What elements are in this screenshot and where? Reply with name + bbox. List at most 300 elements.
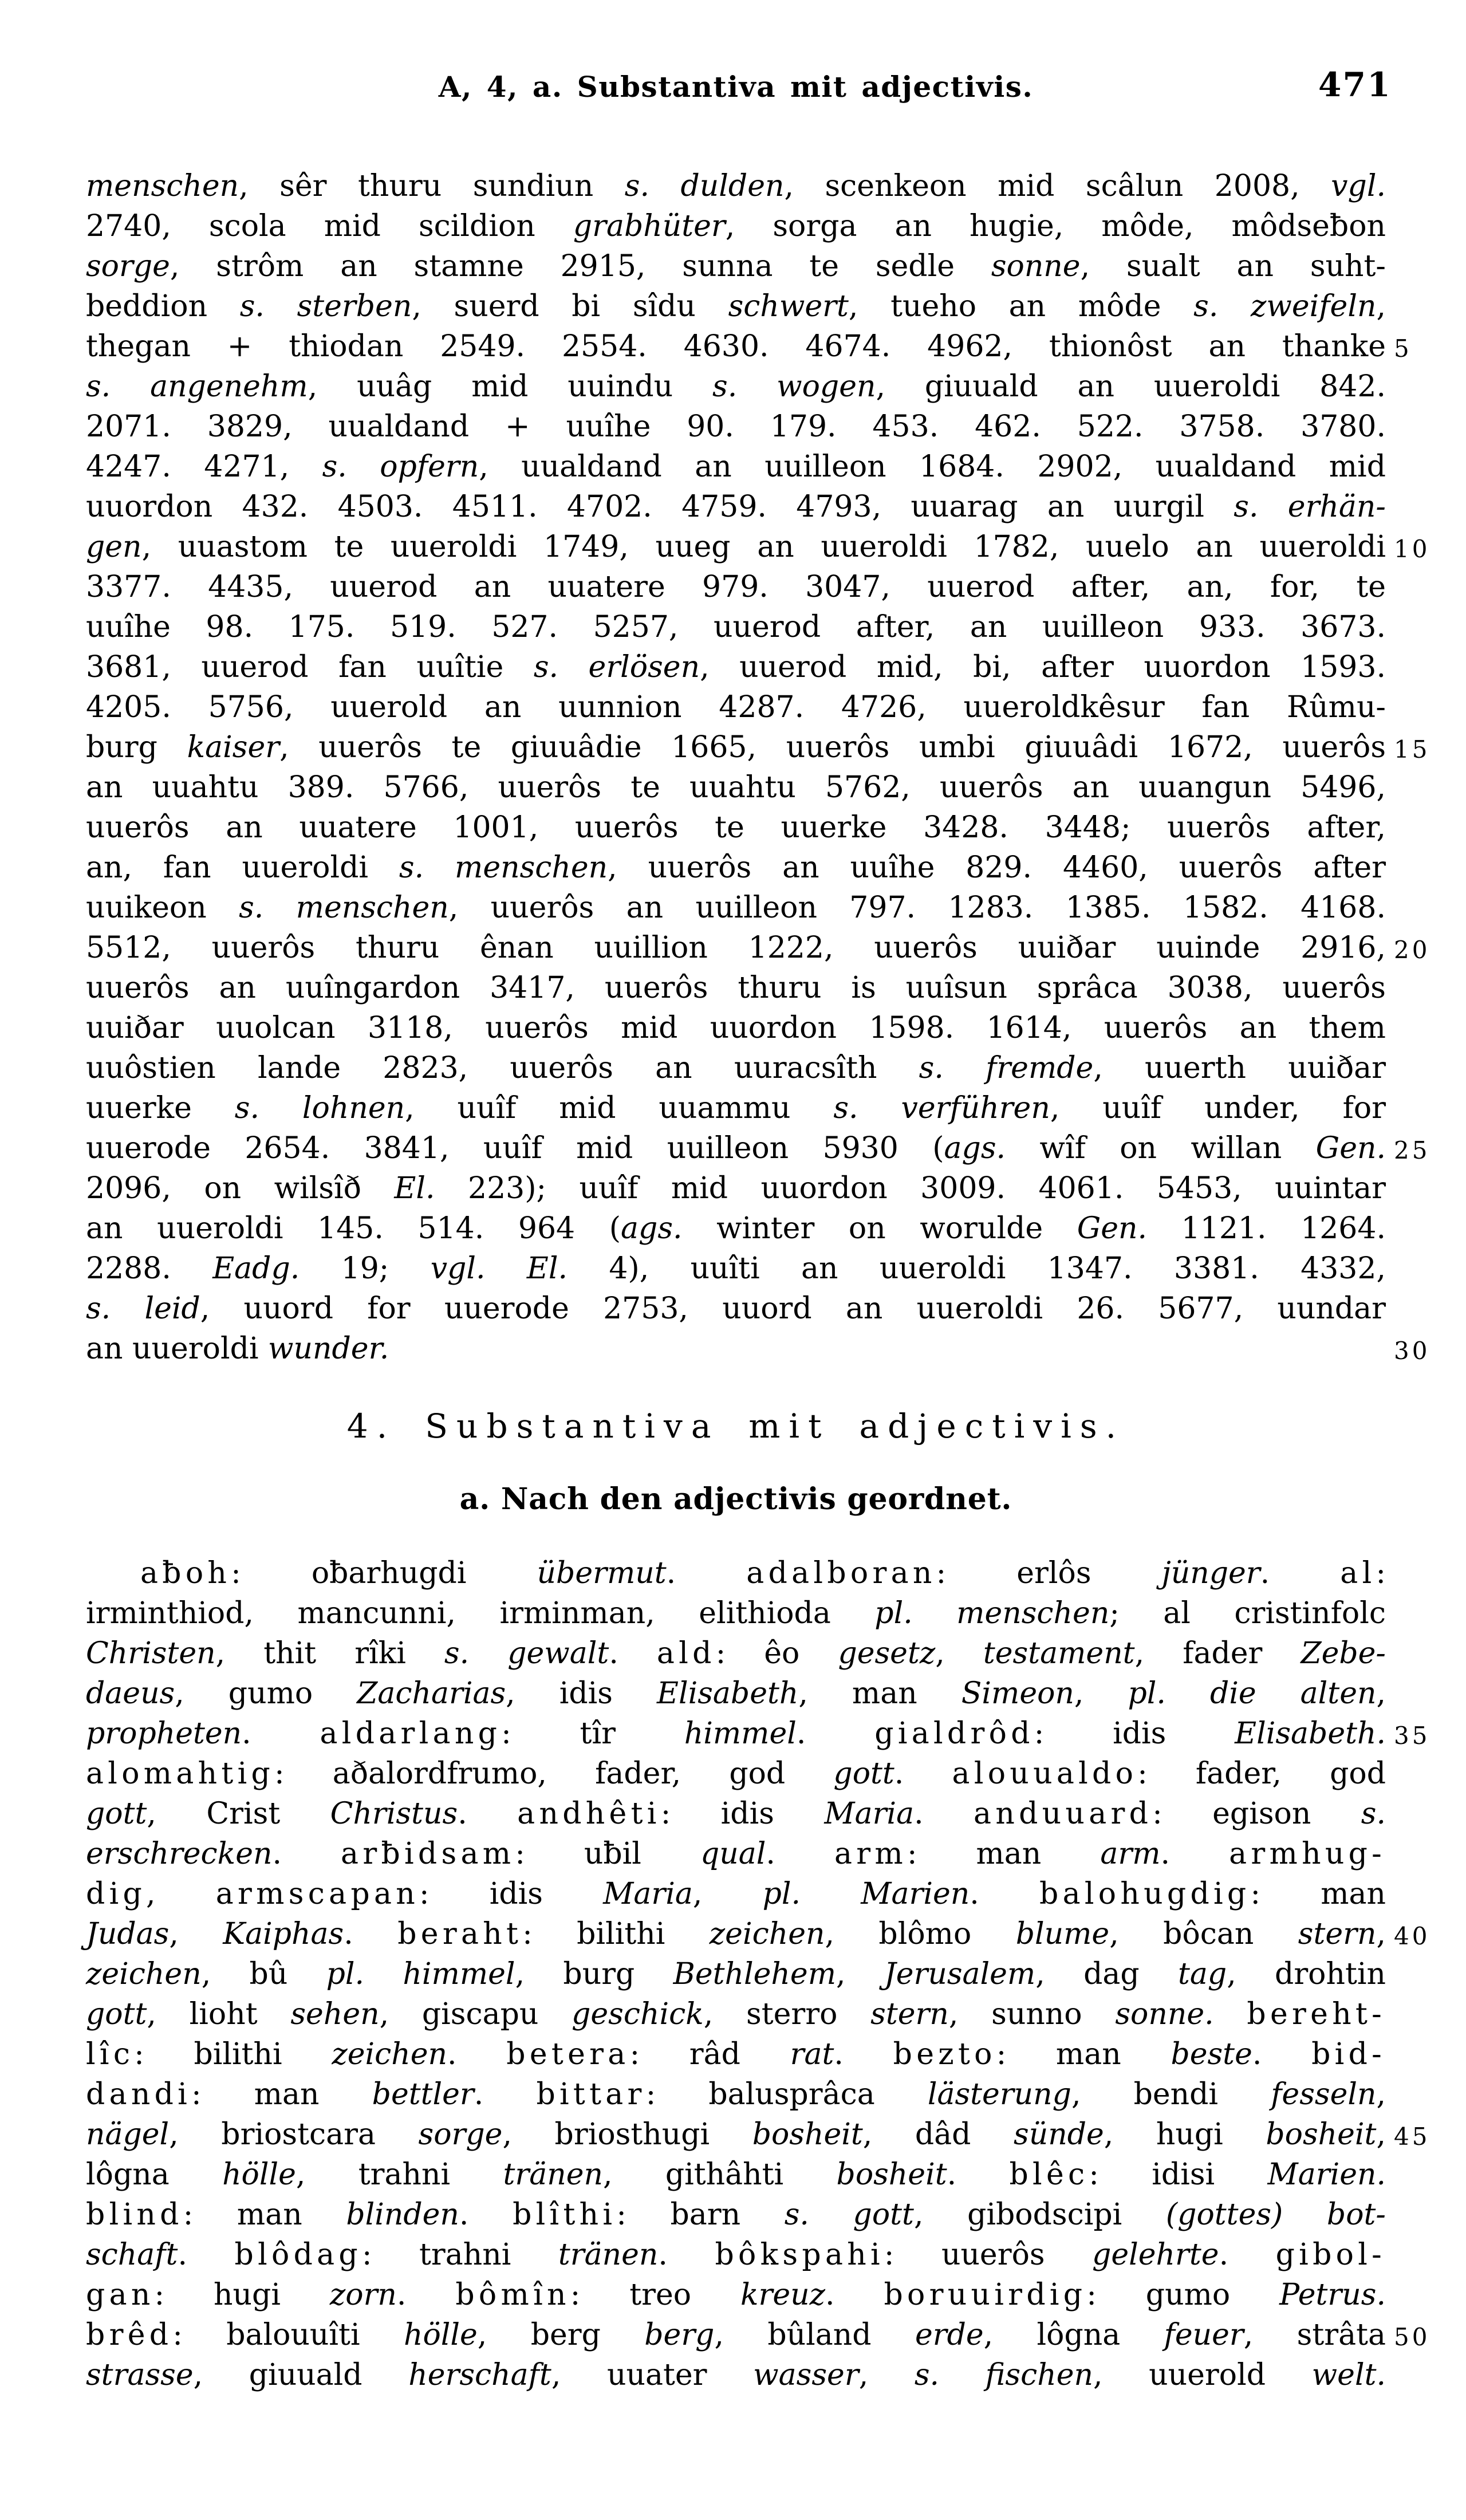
text-line xyxy=(86,1329,1430,1369)
text-line-content xyxy=(86,1797,1386,1831)
text-segment: winter on worulde xyxy=(682,1211,1077,1246)
text-segment: . xyxy=(1219,2238,1276,2272)
gloss-italic: hölle xyxy=(222,2157,296,2192)
headword: alomahtig xyxy=(86,1757,275,1791)
text-line-content xyxy=(86,1837,1386,1871)
gloss-italic: sorge xyxy=(418,2117,503,2152)
text-line xyxy=(86,286,1386,326)
text-segment: 5512, uuerôs thuru ênan uuillion 1222, uuerôs uuiðar uuinde 2916, xyxy=(86,931,1386,965)
text-segment: an uueroldi 145. 514. 964 ( xyxy=(86,1211,621,1246)
text-segment: 1121. 1264. xyxy=(1147,1211,1386,1246)
text-segment: , blômo xyxy=(825,1917,1016,1951)
gloss-italic: jünger xyxy=(1161,1556,1260,1590)
text-segment: uuîhe 98. 175. 519. 527. 5257, uuerod after, an uuilleon 933. 3673. xyxy=(86,610,1386,644)
gloss-italic: s. zweifeln xyxy=(1193,289,1377,324)
text-segment: : idisi xyxy=(1089,2157,1268,2192)
gloss-italic: übermut xyxy=(537,1556,667,1590)
gloss-italic: s. fischen xyxy=(914,2358,1093,2392)
text-line-content xyxy=(86,610,1386,644)
text-segment: uuerôs an uuîngardon 3417, uuerôs thuru is uuîsun sprâca 3038, uuerôs xyxy=(86,971,1386,1005)
text-segment: , man xyxy=(798,1676,961,1711)
margin-line-number: 45 xyxy=(1394,2123,1430,2151)
text-segment: ; al cristinfolc xyxy=(1109,1596,1386,1631)
gloss-italic: zeichen xyxy=(332,2037,448,2072)
text-line-content xyxy=(86,1171,1386,1206)
gloss-italic: gott xyxy=(833,1757,894,1791)
glossary-paragraph xyxy=(86,1553,1430,2395)
margin-line-number: 50 xyxy=(1394,2323,1430,2351)
text-line xyxy=(86,1633,1386,1674)
text-line-content xyxy=(86,1011,1386,1045)
text-segment: uuerode 2654. 3841, uuîf mid uuilleon 5930 ( xyxy=(86,1131,944,1166)
gloss-italic: s. gott xyxy=(784,2198,914,2232)
text-line-content xyxy=(86,650,1386,684)
text-line-content xyxy=(86,1091,1386,1125)
text-segment: : fader, god xyxy=(1137,1757,1386,1791)
margin-line-number: 40 xyxy=(1394,1922,1430,1950)
text-segment: , suerd bi sîdu xyxy=(412,289,728,324)
headword: bômîn xyxy=(455,2278,570,2312)
text-segment: , berg xyxy=(477,2318,645,2352)
headword: brêd xyxy=(86,2318,173,2352)
text-line xyxy=(86,447,1386,487)
text-line-content xyxy=(86,570,1386,604)
text-segment: , burg xyxy=(515,1957,673,1991)
gloss-italic: Marien. xyxy=(1267,2157,1386,2192)
text-line xyxy=(86,848,1386,888)
text-line xyxy=(86,607,1386,647)
gloss-italic: daeus xyxy=(86,1676,175,1711)
text-line-content xyxy=(86,1676,1386,1711)
text-segment: , gumo xyxy=(175,1676,357,1711)
text-segment: 223); uuîf mid uuordon 3009. 4061. 5453, uuintar xyxy=(435,1171,1386,1206)
text-line-content xyxy=(86,1997,1386,2031)
headword: gialdrôd xyxy=(874,1716,1034,1751)
text-segment: , bû xyxy=(201,1957,326,1991)
text-segment: : man xyxy=(191,2077,372,2112)
text-segment: : balouuîti xyxy=(172,2318,404,2352)
text-segment: : uƀil xyxy=(515,1837,700,1871)
text-segment: , Crist xyxy=(147,1797,330,1831)
text-segment: , dâd xyxy=(862,2117,1014,2152)
text-segment: : xyxy=(1376,1556,1386,1590)
text-line-content xyxy=(86,971,1386,1005)
text-segment: : treo xyxy=(570,2278,740,2312)
text-segment: 4205. 5756, uuerold an uunnion 4287. 4726, uueroldkêsur fan Rûmu- xyxy=(86,690,1386,724)
text-line xyxy=(86,1593,1386,1633)
text-line xyxy=(86,1289,1386,1329)
text-line xyxy=(86,2315,1430,2355)
text-line xyxy=(86,888,1386,928)
text-segment: , drohtin xyxy=(1227,1957,1386,1991)
headword: adalboran xyxy=(746,1556,936,1590)
text-line-content xyxy=(86,1251,1386,1286)
text-line xyxy=(86,687,1386,727)
text-line-content xyxy=(86,1757,1386,1791)
text-segment: , sêr thuru sundiun xyxy=(239,169,625,203)
gloss-italic: pl. himmel xyxy=(326,1957,515,1991)
text-segment: : egison xyxy=(1152,1797,1361,1831)
gloss-italic: s. gewalt xyxy=(444,1636,609,1671)
headword: blind xyxy=(86,2198,183,2232)
text-segment: : gumo xyxy=(1086,2278,1280,2312)
text-segment: , uuastom te uueroldi 1749, uueg an uueroldi 1782, uuelo an uueroldi xyxy=(141,530,1386,564)
text-segment: an uueroldi xyxy=(86,1332,269,1366)
gloss-italic: ags. xyxy=(621,1211,683,1246)
text-segment: , uuater xyxy=(551,2358,754,2392)
gloss-italic: s. menschen xyxy=(399,850,608,885)
text-segment: , sterro xyxy=(703,1997,871,2031)
text-segment: . xyxy=(947,2157,1010,2192)
gloss-italic: s. menschen xyxy=(239,891,449,925)
gloss-italic: herschaft xyxy=(408,2358,551,2392)
headword: anduuard xyxy=(974,1797,1153,1831)
gloss-italic: s. sterben xyxy=(239,289,412,324)
gloss-italic: lästerung xyxy=(927,2077,1071,2112)
text-segment: thegan + thiodan 2549. 2554. 4630. 4674. 4962, thionôst an thanke xyxy=(86,329,1386,364)
gloss-italic: bosheit xyxy=(752,2117,863,2152)
gloss-italic: grabhüter xyxy=(573,209,726,243)
text-segment: , sorga an hugie, môde, môdseƀon xyxy=(725,209,1386,243)
headword: dandi xyxy=(86,2077,192,2112)
text-line xyxy=(86,2235,1386,2275)
gloss-italic: beste xyxy=(1171,2037,1252,2072)
gloss-italic: menschen xyxy=(86,169,239,203)
headword: bid- xyxy=(1311,2037,1386,2072)
text-line-content xyxy=(86,1211,1386,1246)
gloss-italic: Gen. xyxy=(1077,1211,1148,1246)
text-line-content xyxy=(86,2117,1386,2152)
text-segment: . xyxy=(970,1877,1039,1911)
gloss-italic: kreuz xyxy=(740,2278,825,2312)
text-segment: , xyxy=(692,1877,763,1911)
text-line xyxy=(86,647,1386,687)
text-segment: uuikeon xyxy=(86,891,239,925)
gloss-italic: Zebe- xyxy=(1301,1636,1386,1671)
running-head-title: A, 4, a. Substantiva mit adjectivis. xyxy=(438,70,1034,104)
gloss-italic: s. dulden xyxy=(624,169,785,203)
text-segment: , xyxy=(858,2358,915,2392)
text-line-content xyxy=(86,931,1386,965)
gloss-italic: Petrus. xyxy=(1279,2278,1386,2312)
text-segment: , uuerôs an uuilleon 797. 1283. 1385. 1582. 4168. xyxy=(448,891,1386,925)
headword: balohugdig xyxy=(1039,1877,1251,1911)
gloss-italic: zeichen xyxy=(86,1957,202,1991)
gloss-italic: El. xyxy=(394,1171,435,1206)
gloss-italic: gott xyxy=(86,1797,147,1831)
text-segment: , idis xyxy=(506,1676,657,1711)
text-segment: . xyxy=(914,1797,974,1831)
margin-line-number: 5 xyxy=(1394,334,1412,363)
gloss-italic: qual xyxy=(700,1837,766,1871)
headword: arm xyxy=(834,1837,907,1871)
text-segment: : uuerôs xyxy=(884,2238,1093,2272)
text-segment: , uualdand an uuilleon 1684. 2902, uualdand mid xyxy=(479,450,1386,484)
gloss-italic: feuer xyxy=(1164,2318,1244,2352)
text-segment: : idis xyxy=(1034,1716,1235,1751)
text-segment: . xyxy=(796,1716,875,1751)
text-segment: wîf on willan xyxy=(1006,1131,1316,1166)
text-segment: , uuerôs te giuuâdie 1665, uuerôs umbi giuuâdi 1672, uuerôs xyxy=(279,730,1386,765)
text-segment: 4), uuîti an uueroldi 1347. 3381. 4332, xyxy=(567,1251,1386,1286)
text-segment: : man xyxy=(183,2198,346,2232)
text-line xyxy=(86,407,1386,447)
text-segment: : râd xyxy=(629,2037,790,2072)
headword: armscapan xyxy=(215,1877,420,1911)
text-segment: , strâta xyxy=(1243,2318,1386,2352)
gloss-italic: wasser xyxy=(753,2358,859,2392)
text-line-content xyxy=(86,1877,1386,1911)
text-segment: : erlôs xyxy=(936,1556,1162,1590)
gloss-italic: bosheit xyxy=(836,2157,947,2192)
text-segment: , lioht xyxy=(147,1997,291,2031)
headword: al xyxy=(1340,1556,1376,1590)
text-segment: : bilithi xyxy=(522,1917,710,1951)
gloss-italic: Eadg. xyxy=(212,1251,300,1286)
text-line xyxy=(86,1088,1386,1128)
gloss-italic: s. angenehm xyxy=(86,369,308,404)
gloss-italic: fesseln xyxy=(1271,2077,1377,2112)
text-line-content xyxy=(86,2238,1386,2272)
text-line xyxy=(86,727,1430,767)
text-segment: : êo xyxy=(715,1636,838,1671)
page-header xyxy=(86,0,1392,110)
text-segment: , briosthugi xyxy=(502,2117,752,2152)
text-segment: . xyxy=(658,2238,715,2272)
text-line xyxy=(86,1954,1386,1994)
gloss-italic: rat xyxy=(790,2037,834,2072)
continuation-paragraph xyxy=(86,166,1430,1369)
text-segment: uuôstien lande 2823, uuerôs an uuracsîth xyxy=(86,1051,919,1085)
gloss-italic: sonne xyxy=(991,249,1081,284)
text-line-content xyxy=(86,1051,1386,1085)
text-line-content xyxy=(86,2037,1386,2072)
text-segment: : idis xyxy=(419,1877,604,1911)
gloss-italic: schwert xyxy=(728,289,849,324)
headword: gibol- xyxy=(1275,2238,1386,2272)
text-segment: , uuâg mid uuindu xyxy=(308,369,713,404)
gloss-italic: vgl. xyxy=(1331,169,1386,203)
text-segment: , xyxy=(1074,1676,1128,1711)
text-segment: uuerôs an uuatere 1001, uuerôs te uuerke 3428. 3448; uuerôs after, xyxy=(86,810,1386,845)
text-segment: , xyxy=(146,1877,216,1911)
text-segment: 2096, on wilsîð xyxy=(86,1171,395,1206)
gloss-italic: gen xyxy=(86,530,142,564)
gloss-italic: (gottes) bot- xyxy=(1165,2198,1386,2232)
text-line xyxy=(86,1128,1430,1168)
text-line xyxy=(86,367,1386,407)
gloss-italic: berg xyxy=(644,2318,715,2352)
text-line xyxy=(86,2074,1386,2115)
margin-line-number: 30 xyxy=(1394,1337,1430,1365)
gloss-italic: tag xyxy=(1178,1957,1227,1991)
gloss-italic: s. xyxy=(1361,1797,1386,1831)
text-line xyxy=(86,767,1386,808)
text-segment: , sualt an suht- xyxy=(1080,249,1386,284)
gloss-italic: testament xyxy=(983,1636,1135,1671)
text-line-content xyxy=(86,1292,1386,1326)
text-segment: , dag xyxy=(1035,1957,1178,1991)
gloss-italic: welt. xyxy=(1311,2358,1386,2392)
text-line-content xyxy=(86,1636,1386,1671)
gloss-italic: hölle xyxy=(403,2318,478,2352)
text-segment: . xyxy=(834,2037,893,2072)
text-line-content xyxy=(86,1332,389,1366)
text-segment: . xyxy=(344,1917,398,1951)
text-segment: , xyxy=(1376,2117,1386,2152)
gloss-italic: zorn xyxy=(329,2278,397,2312)
gloss-italic: gelehrte xyxy=(1092,2238,1219,2272)
text-segment: . xyxy=(766,1837,834,1871)
text-segment: , bôcan xyxy=(1109,1917,1298,1951)
text-segment: , uuerold xyxy=(1093,2358,1312,2392)
gloss-italic: sonne. xyxy=(1115,1997,1214,2031)
gloss-italic: erde xyxy=(915,2318,984,2352)
text-segment: : trahni xyxy=(361,2238,558,2272)
gloss-italic: s. verführen xyxy=(833,1091,1050,1125)
gloss-italic: erschrecken xyxy=(86,1837,273,1871)
text-line-content xyxy=(86,169,1386,203)
text-line-content xyxy=(86,2318,1386,2352)
gloss-italic: bosheit xyxy=(1266,2117,1377,2152)
gloss-italic: Christus xyxy=(330,1797,458,1831)
text-segment: , uuord for uuerode 2753, uuord an uueroldi 26. 5677, uundar xyxy=(200,1292,1386,1326)
text-line-content xyxy=(86,1131,1386,1166)
text-segment: , gibodscipi xyxy=(913,2198,1166,2232)
text-segment: 4247. 4271, xyxy=(86,450,322,484)
headword: beraht xyxy=(397,1917,523,1951)
text-line-content xyxy=(86,530,1386,564)
gloss-italic: Kaiphas xyxy=(223,1917,344,1951)
text-line xyxy=(86,166,1386,206)
text-line xyxy=(86,928,1430,968)
text-segment: uuiðar uuolcan 3118, uuerôs mid uuordon 1598. 1614, uuerôs an them xyxy=(86,1011,1386,1045)
text-line-content xyxy=(86,730,1386,765)
text-line xyxy=(86,1048,1386,1088)
text-segment xyxy=(1214,1997,1247,2031)
text-line xyxy=(86,1874,1386,1914)
text-line xyxy=(86,246,1386,286)
headword: bezto xyxy=(893,2037,996,2072)
text-line-content xyxy=(86,690,1386,724)
text-line xyxy=(86,326,1412,367)
gloss-italic: s. lohnen xyxy=(234,1091,405,1125)
text-line-content xyxy=(86,2198,1386,2232)
text-segment: , tueho an môde xyxy=(848,289,1194,324)
text-segment: burg xyxy=(86,730,187,765)
headword: blîthi xyxy=(513,2198,617,2232)
gloss-italic: stern xyxy=(870,1997,949,2031)
headword: alouualdo xyxy=(952,1757,1138,1791)
margin-line-number: 15 xyxy=(1394,735,1430,763)
text-segment: , strôm an stamne 2915, sunna te sedle xyxy=(170,249,991,284)
gloss-italic: Zacharias xyxy=(357,1676,506,1711)
text-line xyxy=(86,2195,1386,2235)
margin-line-number: 35 xyxy=(1394,1722,1430,1750)
text-segment: 3377. 4435, uuerod an uuatere 979. 3047, uuerod after, an, for, te xyxy=(86,570,1386,604)
gloss-italic: geschick xyxy=(572,1997,704,2031)
headword: bereht- xyxy=(1247,1997,1386,2031)
text-line xyxy=(86,1994,1386,2034)
text-segment: . xyxy=(447,2037,507,2072)
text-segment: , xyxy=(935,1636,983,1671)
text-segment: , uuîf mid uuammu xyxy=(405,1091,834,1125)
text-line xyxy=(86,2115,1430,2155)
text-segment: , xyxy=(1376,289,1386,324)
margin-line-number: 25 xyxy=(1394,1136,1430,1164)
gloss-italic: s. erhän- xyxy=(1234,490,1386,524)
text-segment: . xyxy=(474,2077,537,2112)
gloss-italic: tränen xyxy=(503,2157,603,2192)
gloss-italic: blume xyxy=(1015,1917,1110,1951)
headword: bôkspahi xyxy=(715,2238,884,2272)
headword: andhêti xyxy=(517,1797,661,1831)
gloss-italic: pl. die alten xyxy=(1128,1676,1377,1711)
text-segment: : man xyxy=(907,1837,1101,1871)
gloss-italic: bettler xyxy=(372,2077,474,2112)
gloss-italic: pl. menschen xyxy=(874,1596,1110,1631)
gloss-italic: Elisabeth xyxy=(657,1676,799,1711)
text-segment: , giscapu xyxy=(379,1997,572,2031)
text-line xyxy=(86,1553,1386,1593)
text-segment: , uuerth uuiðar xyxy=(1093,1051,1386,1085)
text-line-content xyxy=(86,2278,1386,2312)
gloss-italic: Elisabeth. xyxy=(1235,1716,1386,1751)
text-segment: . xyxy=(272,1837,341,1871)
headword: blêc xyxy=(1009,2157,1089,2192)
text-line xyxy=(86,567,1386,607)
text-segment: , uuîf under, for xyxy=(1050,1091,1386,1125)
text-line xyxy=(86,1714,1430,1754)
headword: gan xyxy=(86,2278,155,2312)
text-line xyxy=(86,206,1386,246)
text-segment: , uuerod mid, bi, after uuordon 1593. xyxy=(700,650,1386,684)
text-block xyxy=(86,166,1430,2395)
text-segment: , bûland xyxy=(714,2318,915,2352)
gloss-italic: stern xyxy=(1298,1917,1377,1951)
text-segment: : hugi xyxy=(154,2278,330,2312)
text-segment: . xyxy=(242,1716,320,1751)
text-line-content xyxy=(86,329,1386,364)
text-segment: , hugi xyxy=(1104,2117,1266,2152)
text-line xyxy=(86,1754,1386,1794)
headword: betera xyxy=(506,2037,630,2072)
text-line-content xyxy=(86,1957,1386,1991)
headword: bittar xyxy=(536,2077,646,2112)
gloss-italic: propheten xyxy=(86,1716,242,1751)
text-segment: . xyxy=(1260,1556,1341,1590)
text-segment: , xyxy=(836,1957,884,1991)
text-line xyxy=(86,968,1386,1008)
text-line xyxy=(86,2034,1386,2074)
text-line xyxy=(86,1249,1386,1289)
text-segment: , briostcara xyxy=(169,2117,419,2152)
text-line-content xyxy=(86,810,1386,845)
text-line-content xyxy=(86,770,1386,805)
text-segment: : tîr xyxy=(501,1716,684,1751)
headword: dig xyxy=(86,1877,147,1911)
text-segment: an, fan uueroldi xyxy=(86,850,399,885)
text-segment: uuerke xyxy=(86,1091,235,1125)
text-line xyxy=(86,2155,1386,2195)
text-segment: lôgna xyxy=(86,2157,223,2192)
headword: blôdag xyxy=(234,2238,362,2272)
text-segment: 2071. 3829, uualdand + uuîhe 90. 179. 453. 462. 522. 3758. 3780. xyxy=(86,410,1386,444)
gloss-italic: Bethlehem xyxy=(673,1957,837,1991)
text-segment: , giuuald xyxy=(193,2358,409,2392)
headword: armhug- xyxy=(1229,1837,1386,1871)
text-segment: 2288. xyxy=(86,1251,213,1286)
